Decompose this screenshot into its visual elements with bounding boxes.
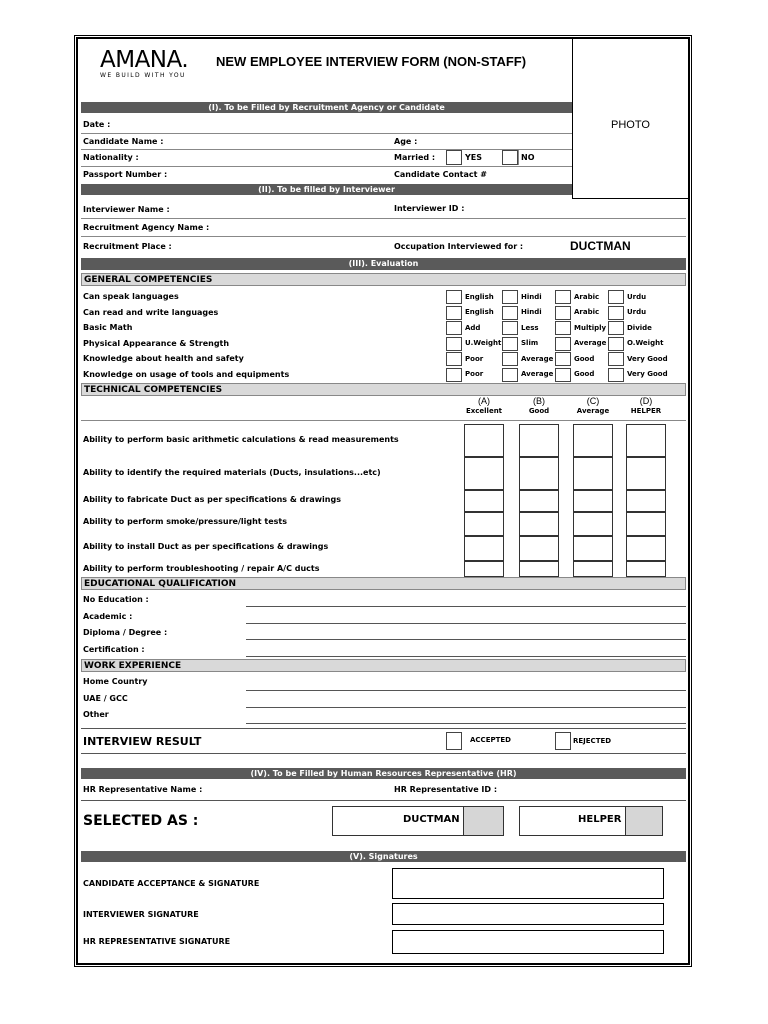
option-checkbox[interactable] — [502, 337, 518, 351]
option-label: Average — [521, 354, 554, 363]
education-row-line[interactable] — [246, 656, 686, 657]
married-no-checkbox[interactable] — [502, 150, 518, 165]
option-label: Poor — [465, 370, 484, 378]
option-label: English — [465, 292, 494, 301]
grade-checkbox[interactable] — [626, 512, 666, 536]
grade-letter: (A) — [478, 396, 490, 406]
general-row-label: Can speak languages — [83, 292, 179, 301]
grade-checkbox[interactable] — [519, 536, 559, 561]
work-row-label: Other — [83, 710, 109, 719]
general-row-label: Basic Math — [83, 323, 133, 332]
grade-checkbox[interactable] — [519, 424, 559, 457]
contact-label: Candidate Contact # — [394, 170, 487, 179]
work-experience-header: WORK EXPERIENCE — [81, 659, 686, 672]
option-checkbox[interactable] — [555, 352, 571, 366]
option-label: Hindi — [521, 292, 542, 301]
interviewer-name-label: Interviewer Name : — [83, 205, 170, 214]
grade-letter: (B) — [533, 396, 545, 406]
work-row-line[interactable] — [246, 690, 686, 691]
married-label: Married : — [394, 153, 436, 162]
option-checkbox[interactable] — [446, 337, 462, 351]
work-row-line[interactable] — [246, 707, 686, 708]
agency-name-label: Recruitment Agency Name : — [83, 223, 210, 232]
grade-checkbox[interactable] — [519, 512, 559, 536]
age-label: Age : — [394, 137, 418, 146]
grade-name: Excellent — [465, 407, 503, 415]
option-label: Urdu — [627, 292, 647, 301]
grade-letter: (D) — [639, 396, 653, 406]
date-label: Date : — [83, 120, 111, 129]
technical-row-label: Ability to perform troubleshooting / repair A/C ducts — [83, 564, 320, 573]
grade-checkbox[interactable] — [626, 424, 666, 457]
grade-checkbox[interactable] — [464, 424, 504, 457]
education-row-label: Diploma / Degree : — [83, 628, 168, 637]
option-label: Hindi — [521, 308, 542, 316]
option-checkbox[interactable] — [555, 306, 571, 320]
passport-label: Passport Number : — [83, 170, 168, 179]
ductman-option[interactable] — [332, 806, 504, 836]
option-label: Good — [574, 370, 595, 378]
general-row-label: Physical Appearance & Strength — [83, 338, 230, 348]
hr-name-label: HR Representative Name : — [83, 785, 203, 794]
grade-checkbox[interactable] — [626, 536, 666, 561]
helper-option-label: HELPER — [578, 814, 622, 825]
option-label: Average — [521, 370, 554, 378]
option-label: Divide — [627, 323, 652, 332]
grade-checkbox[interactable] — [573, 512, 613, 536]
hr-signature-box[interactable] — [392, 930, 664, 954]
option-checkbox[interactable] — [446, 306, 462, 320]
grade-checkbox[interactable] — [573, 424, 613, 457]
interviewer-signature-label: INTERVIEWER SIGNATURE — [83, 910, 199, 919]
grade-checkbox[interactable] — [464, 457, 504, 490]
married-no-label: NO — [521, 153, 535, 162]
option-checkbox[interactable] — [608, 306, 624, 320]
section-1-header: (I). To be Filled by Recruitment Agency or Candidate — [81, 102, 572, 113]
option-checkbox[interactable] — [555, 368, 571, 382]
education-header: EDUCATIONAL QUALIFICATION — [81, 577, 686, 590]
grade-checkbox[interactable] — [464, 561, 504, 577]
accepted-checkbox[interactable] — [446, 732, 462, 750]
technical-row-label: Ability to fabricate Duct as per specifications & drawings — [83, 495, 341, 504]
accepted-label: ACCEPTED — [470, 736, 511, 744]
married-yes-label: YES — [465, 153, 483, 162]
interviewer-id-label: Interviewer ID : — [394, 204, 465, 213]
grade-checkbox[interactable] — [573, 561, 613, 577]
education-row-label: Academic : — [83, 612, 133, 621]
form-title: NEW EMPLOYEE INTERVIEW FORM (NON-STAFF) — [216, 54, 527, 69]
technical-row-label: Ability to identify the required materials (Ducts, insulations...etc) — [83, 468, 381, 477]
hr-id-label: HR Representative ID : — [394, 785, 498, 794]
candidate-signature-label: CANDIDATE ACCEPTANCE & SIGNATURE — [83, 879, 260, 888]
grade-checkbox[interactable] — [519, 561, 559, 577]
option-label: Urdu — [627, 308, 647, 316]
education-row-line[interactable] — [246, 606, 686, 607]
general-competencies-header: GENERAL COMPETENCIES — [81, 273, 686, 286]
grade-checkbox[interactable] — [573, 536, 613, 561]
grade-checkbox[interactable] — [626, 457, 666, 490]
option-label: Slim — [521, 339, 539, 347]
technical-row-label: Ability to install Duct as per specifications & drawings — [83, 542, 329, 551]
option-label: Very Good — [627, 354, 668, 363]
ductman-option-label: DUCTMAN — [403, 814, 460, 825]
rejected-label: REJECTED — [573, 737, 612, 745]
section-5-header: (V). Signatures — [81, 851, 686, 862]
work-row-label: Home Country — [83, 677, 148, 686]
grade-checkbox[interactable] — [573, 457, 613, 490]
option-label: Good — [574, 354, 595, 363]
education-row-line[interactable] — [246, 639, 686, 640]
married-yes-checkbox[interactable] — [446, 150, 462, 165]
grade-checkbox[interactable] — [519, 490, 559, 512]
option-checkbox[interactable] — [608, 321, 624, 335]
interview-result-label: INTERVIEW RESULT — [83, 735, 202, 748]
option-label: Arabic — [574, 292, 600, 301]
technical-row-label: Ability to perform smoke/pressure/light tests — [83, 517, 287, 526]
option-checkbox[interactable] — [502, 352, 518, 366]
grade-letter: (C) — [586, 396, 600, 406]
helper-option[interactable] — [519, 806, 663, 836]
selected-as-label: SELECTED AS : — [83, 813, 199, 829]
education-row-line[interactable] — [246, 623, 686, 624]
hr-signature-label: HR REPRESENTATIVE SIGNATURE — [83, 937, 231, 946]
general-row-label: Knowledge on usage of tools and equipments — [83, 369, 290, 379]
nationality-label: Nationality : — [83, 153, 139, 162]
company-logo — [100, 47, 188, 80]
grade-checkbox[interactable] — [573, 490, 613, 512]
section-3-header: (III). Evaluation — [81, 258, 686, 270]
ductman-checkbox[interactable] — [463, 807, 503, 835]
grade-name: HELPER — [630, 407, 662, 415]
option-label: Very Good — [627, 370, 668, 378]
interview-form — [76, 37, 690, 965]
education-row-label: Certification : — [83, 645, 145, 654]
option-checkbox[interactable] — [502, 290, 518, 304]
option-checkbox[interactable] — [555, 337, 571, 351]
option-label: English — [465, 308, 494, 316]
grade-checkbox[interactable] — [626, 561, 666, 577]
section-2-header: (II). To be filled by Interviewer — [81, 184, 572, 195]
logo-text: AMANA. — [100, 47, 189, 73]
occupation-value: DUCTMAN — [570, 239, 631, 253]
option-checkbox[interactable] — [555, 321, 571, 335]
option-checkbox[interactable] — [608, 290, 624, 304]
option-checkbox[interactable] — [502, 321, 518, 335]
work-row-label: UAE / GCC — [83, 694, 128, 703]
grade-checkbox[interactable] — [464, 512, 504, 536]
section-4-header: (IV). To be Filled by Human Resources Representative (HR) — [81, 768, 686, 779]
option-label: Poor — [465, 354, 484, 363]
photo-box — [572, 39, 688, 199]
option-checkbox[interactable] — [446, 321, 462, 335]
option-label: Average — [574, 339, 607, 347]
option-checkbox[interactable] — [608, 337, 624, 351]
option-checkbox[interactable] — [446, 290, 462, 304]
candidate-name-label: Candidate Name : — [83, 137, 164, 146]
option-label: U.Weight — [465, 339, 502, 347]
option-label: Multiply — [574, 323, 607, 332]
general-row-label: Knowledge about health and safety — [83, 354, 244, 363]
option-checkbox[interactable] — [555, 290, 571, 304]
option-label: O.Weight — [627, 339, 664, 347]
grade-checkbox[interactable] — [464, 536, 504, 561]
education-row-label: No Education : — [83, 595, 149, 604]
technical-row-label: Ability to perform basic arithmetic calculations & read measurements — [83, 435, 399, 444]
option-label: Add — [465, 323, 481, 332]
interviewer-signature-box[interactable] — [392, 903, 664, 925]
grade-name: Average — [576, 407, 610, 415]
helper-checkbox[interactable] — [625, 807, 662, 835]
grade-name: Good — [528, 407, 550, 415]
option-checkbox[interactable] — [502, 368, 518, 382]
option-checkbox[interactable] — [608, 352, 624, 366]
grade-checkbox[interactable] — [519, 457, 559, 490]
grade-checkbox[interactable] — [626, 490, 666, 512]
rejected-checkbox[interactable] — [555, 732, 571, 750]
general-row-label: Can read and write languages — [83, 307, 219, 317]
grade-checkbox[interactable] — [464, 490, 504, 512]
recruitment-place-label: Recruitment Place : — [83, 242, 172, 251]
work-row-line[interactable] — [246, 723, 686, 724]
option-checkbox[interactable] — [446, 368, 462, 382]
option-checkbox[interactable] — [446, 352, 462, 366]
candidate-signature-box[interactable] — [392, 868, 664, 899]
option-label: Less — [521, 323, 539, 332]
technical-competencies-header: TECHNICAL COMPETENCIES — [81, 383, 686, 396]
photo-label: PHOTO — [611, 119, 650, 131]
occupation-label: Occupation Interviewed for : — [394, 242, 524, 251]
option-checkbox[interactable] — [502, 306, 518, 320]
option-checkbox[interactable] — [608, 368, 624, 382]
logo-tagline: WE BUILD WITH YOU — [100, 72, 186, 79]
option-label: Arabic — [574, 308, 600, 316]
